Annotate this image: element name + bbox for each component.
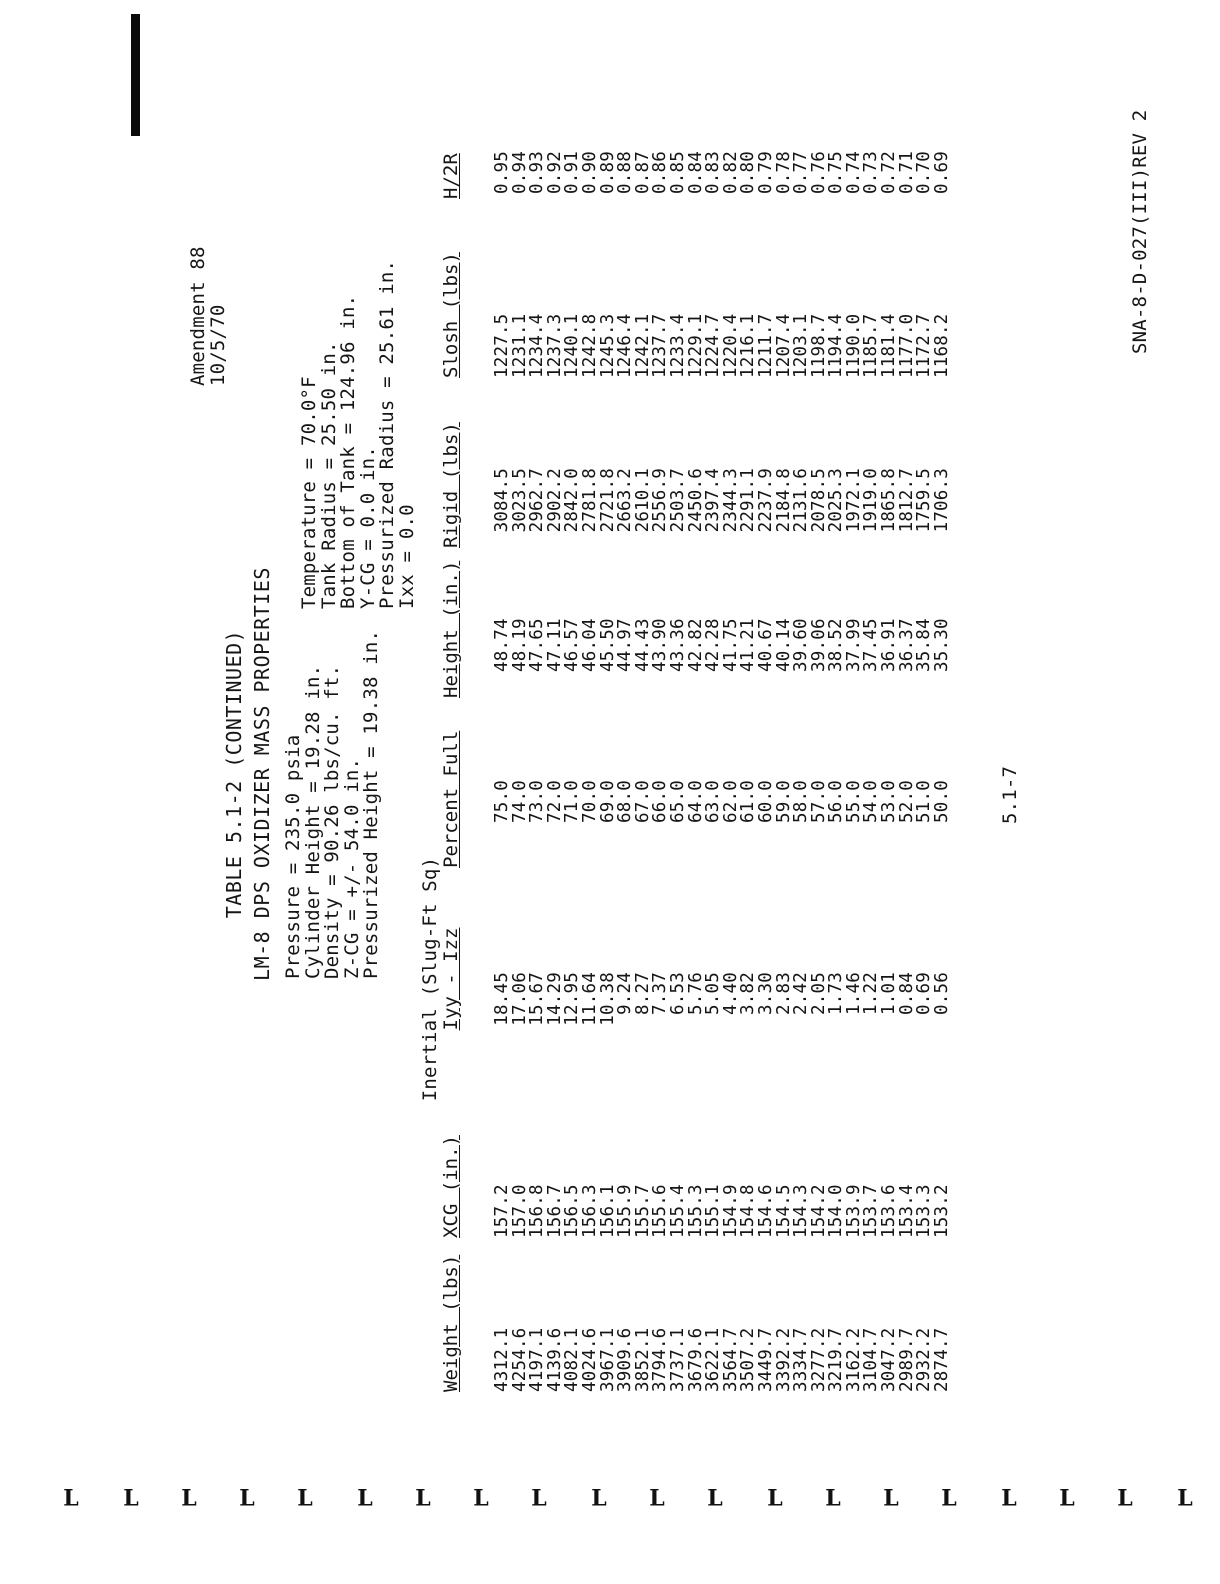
cell-weight: 3852.1 [632, 1327, 653, 1392]
cell-slosh: 1194.4 [826, 313, 847, 378]
cell-height: 36.37 [896, 618, 917, 672]
cell-weight: 3794.6 [650, 1327, 671, 1392]
cell-xcg: 156.8 [527, 1184, 548, 1238]
cell-slosh: 1242.1 [632, 313, 653, 378]
cell-xcg: 156.1 [597, 1184, 618, 1238]
cell-iyy-izz: 0.69 [914, 972, 935, 1015]
cell-xcg: 154.0 [826, 1184, 847, 1238]
cell-percent-full: 62.0 [720, 780, 741, 823]
cell-slosh: 1229.1 [685, 313, 706, 378]
cell-slosh: 1233.4 [667, 313, 688, 378]
cell-height: 43.36 [667, 618, 688, 672]
cell-height: 42.82 [685, 618, 706, 672]
cell-height: 46.04 [579, 618, 600, 672]
cell-h2r: 0.86 [650, 151, 671, 194]
change-bar [131, 14, 140, 136]
scan-mark: L [883, 1485, 899, 1512]
cell-percent-full: 68.0 [615, 780, 636, 823]
cell-height: 40.67 [755, 618, 776, 672]
amendment-date: 10/5/70 [207, 304, 229, 386]
cell-h2r: 0.87 [632, 151, 653, 194]
cell-rigid: 2184.8 [773, 468, 794, 533]
param-temperature: Temperature = 70.0°F [298, 376, 320, 609]
cell-iyy-izz: 1.22 [861, 972, 882, 1015]
cell-xcg: 155.4 [667, 1184, 688, 1238]
cell-slosh: 1172.7 [914, 313, 935, 378]
cell-rigid: 2078.5 [808, 468, 829, 533]
header-h2r: H/2R [440, 153, 462, 199]
param-y-cg: Y-CG = 0.0 in. [356, 446, 379, 609]
cell-slosh: 1234.4 [527, 313, 548, 378]
cell-xcg: 156.3 [579, 1184, 600, 1238]
cell-slosh: 1220.4 [720, 313, 741, 378]
cell-percent-full: 65.0 [667, 780, 688, 823]
cell-weight: 3219.7 [826, 1327, 847, 1392]
cell-height: 48.74 [492, 618, 512, 672]
cell-rigid: 1759.5 [914, 468, 935, 533]
cell-percent-full: 60.0 [755, 780, 776, 823]
cell-rigid: 2344.3 [720, 468, 741, 533]
cell-iyy-izz: 12.95 [562, 972, 583, 1026]
scan-mark: L [63, 1485, 79, 1512]
cell-h2r: 0.77 [791, 151, 812, 194]
cell-slosh: 1246.4 [615, 313, 636, 378]
cell-h2r: 0.84 [685, 151, 706, 194]
cell-rigid: 2237.9 [755, 468, 776, 533]
cell-rigid: 2556.9 [650, 468, 671, 533]
cell-rigid: 2610.1 [632, 468, 653, 533]
cell-percent-full: 72.0 [544, 780, 565, 823]
cell-iyy-izz: 3.30 [755, 972, 776, 1015]
cell-slosh: 1237.3 [544, 313, 565, 378]
cell-h2r: 0.94 [509, 151, 530, 194]
scan-mark: L [123, 1485, 139, 1512]
cell-height: 39.06 [808, 618, 829, 672]
cell-rigid: 1972.1 [843, 468, 864, 533]
cell-h2r: 0.95 [492, 151, 512, 194]
cell-xcg: 157.2 [492, 1184, 512, 1238]
cell-slosh: 1177.0 [896, 313, 917, 378]
cell-h2r: 0.76 [808, 151, 829, 194]
cell-h2r: 0.89 [597, 151, 618, 194]
scan-mark: L [649, 1485, 665, 1512]
cell-weight: 3277.2 [808, 1327, 829, 1392]
cell-height: 37.45 [861, 618, 882, 672]
page-number: 5.1-7 [999, 765, 1021, 824]
cell-weight: 3104.7 [861, 1327, 882, 1392]
cell-xcg: 155.1 [703, 1184, 724, 1238]
cell-h2r: 0.79 [755, 151, 776, 194]
cell-weight: 4139.6 [544, 1327, 565, 1392]
cell-slosh: 1227.5 [492, 313, 512, 378]
cell-xcg: 153.3 [914, 1184, 935, 1238]
cell-h2r: 0.82 [720, 151, 741, 194]
param-z-cg: Z-CG = +/- 54.0 in. [340, 757, 363, 979]
column-xcg [494, 1184, 951, 1238]
scan-mark: L [415, 1485, 431, 1512]
cell-xcg: 153.7 [861, 1184, 882, 1238]
cell-xcg: 154.2 [808, 1184, 829, 1238]
cell-height: 43.90 [650, 618, 671, 672]
cell-slosh: 1203.1 [791, 313, 812, 378]
cell-percent-full: 64.0 [685, 780, 706, 823]
cell-iyy-izz: 5.76 [685, 972, 706, 1015]
cell-xcg: 155.6 [650, 1184, 671, 1238]
cell-height: 40.14 [773, 618, 794, 672]
cell-height: 35.84 [914, 618, 935, 672]
cell-weight: 3564.7 [720, 1327, 741, 1392]
cell-iyy-izz: 8.27 [632, 972, 653, 1015]
cell-rigid: 2842.0 [562, 468, 583, 533]
cell-h2r: 0.88 [615, 151, 636, 194]
cell-height: 42.28 [703, 618, 724, 672]
cell-percent-full: 51.0 [914, 780, 935, 823]
column-h2r [494, 151, 951, 194]
cell-percent-full: 53.0 [879, 780, 900, 823]
header-slosh: Slosh (lbs) [440, 252, 462, 378]
cell-percent-full: 50.0 [931, 780, 952, 823]
cell-percent-full: 75.0 [492, 780, 512, 823]
cell-xcg: 153.4 [896, 1184, 917, 1238]
cell-xcg: 156.7 [544, 1184, 565, 1238]
cell-height: 35.30 [931, 618, 952, 672]
cell-h2r: 0.72 [879, 151, 900, 194]
cell-rigid: 2397.4 [703, 468, 724, 533]
header-height: Height (in.) [440, 560, 462, 698]
cell-xcg: 155.9 [615, 1184, 636, 1238]
scan-mark: L [707, 1485, 723, 1512]
cell-percent-full: 63.0 [703, 780, 724, 823]
cell-weight: 3909.6 [615, 1327, 636, 1392]
document-id: SNA-8-D-027(III)REV 2 [1129, 109, 1151, 354]
cell-rigid: 2450.6 [685, 468, 706, 533]
cell-iyy-izz: 4.40 [720, 972, 741, 1015]
cell-weight: 3334.7 [791, 1327, 812, 1392]
scan-mark: L [825, 1485, 841, 1512]
cell-rigid: 2962.7 [527, 468, 548, 533]
cell-percent-full: 73.0 [527, 780, 548, 823]
cell-iyy-izz: 17.06 [509, 972, 530, 1026]
cell-slosh: 1216.1 [738, 313, 759, 378]
cell-iyy-izz: 18.45 [492, 972, 512, 1026]
column-iyy-izz [494, 972, 951, 1044]
cell-rigid: 2721.8 [597, 468, 618, 533]
cell-rigid: 1865.8 [879, 468, 900, 533]
cell-rigid: 3023.5 [509, 468, 530, 533]
cell-rigid: 2663.2 [615, 468, 636, 533]
param-tank-radius: Tank Radius = 25.50 in. [317, 341, 340, 609]
cell-h2r: 0.93 [527, 151, 548, 194]
cell-percent-full: 56.0 [826, 780, 847, 823]
cell-percent-full: 67.0 [632, 780, 653, 823]
cell-slosh: 1185.7 [861, 313, 882, 378]
cell-h2r: 0.91 [562, 151, 583, 194]
cell-h2r: 0.69 [931, 151, 952, 194]
header-iyy-izz: Iyy - Izz [440, 927, 462, 1031]
cell-iyy-izz: 0.56 [931, 972, 952, 1015]
cell-rigid: 2781.8 [579, 468, 600, 533]
header-weight: Weight (lbs) [440, 1254, 462, 1392]
cell-weight: 2874.7 [931, 1327, 952, 1392]
cell-weight: 4024.6 [579, 1327, 600, 1392]
scan-mark: L [1059, 1485, 1075, 1512]
cell-xcg: 155.3 [685, 1184, 706, 1238]
scan-mark: L [473, 1485, 489, 1512]
cell-rigid: 1706.3 [931, 468, 952, 533]
cell-weight: 2932.2 [914, 1327, 935, 1392]
cell-rigid: 1812.7 [896, 468, 917, 533]
cell-slosh: 1224.7 [703, 313, 724, 378]
param-bottom-of-tank: Bottom of Tank = 124.96 in. [337, 294, 359, 609]
cell-iyy-izz: 1.01 [879, 972, 900, 1015]
cell-height: 47.11 [544, 618, 565, 672]
cell-percent-full: 58.0 [791, 780, 812, 823]
scan-mark: L [531, 1485, 547, 1512]
cell-iyy-izz: 1.73 [826, 972, 847, 1015]
cell-percent-full: 59.0 [773, 780, 794, 823]
cell-h2r: 0.78 [773, 151, 794, 194]
cell-rigid: 3084.5 [492, 468, 512, 533]
cell-height: 39.60 [791, 618, 812, 672]
table-title: TABLE 5.1-2 (CONTINUED) [222, 629, 246, 919]
cell-height: 46.57 [562, 618, 583, 672]
cell-percent-full: 74.0 [509, 780, 530, 823]
cell-slosh: 1245.3 [597, 313, 618, 378]
cell-weight: 3967.1 [597, 1327, 618, 1392]
cell-iyy-izz: 9.24 [615, 972, 636, 1015]
params-left [284, 630, 382, 979]
cell-percent-full: 54.0 [861, 780, 882, 823]
cell-rigid: 2902.2 [544, 468, 565, 533]
cell-weight: 3737.1 [667, 1327, 688, 1392]
cell-iyy-izz: 10.38 [597, 972, 618, 1026]
cell-weight: 3047.2 [879, 1327, 900, 1392]
cell-h2r: 0.92 [544, 151, 565, 194]
cell-weight: 2989.7 [896, 1327, 917, 1392]
cell-percent-full: 55.0 [843, 780, 864, 823]
cell-weight: 3507.2 [738, 1327, 759, 1392]
cell-iyy-izz: 2.83 [773, 972, 794, 1015]
cell-iyy-izz: 0.84 [896, 972, 917, 1015]
cell-height: 47.65 [527, 618, 548, 672]
param-pressurized-radius: Pressurized Radius = 25.61 in. [376, 259, 398, 609]
column-slosh [494, 314, 951, 378]
cell-height: 44.97 [615, 618, 636, 672]
cell-xcg: 155.7 [632, 1184, 653, 1238]
cell-height: 41.75 [720, 618, 741, 672]
cell-weight: 3162.2 [843, 1327, 864, 1392]
scan-mark: L [591, 1485, 607, 1512]
column-percent-full [494, 780, 951, 823]
cell-height: 48.19 [509, 618, 530, 672]
inertial-header: Inertial (Slug-Ft Sq) [419, 856, 441, 1102]
param-pressurized-height: Pressurized Height = 19.38 in. [360, 629, 382, 979]
cell-slosh: 1190.0 [843, 313, 864, 378]
cell-percent-full: 66.0 [650, 780, 671, 823]
cell-xcg: 153.2 [931, 1184, 952, 1238]
params-right [300, 260, 417, 609]
scan-mark: L [357, 1485, 373, 1512]
cell-rigid: 2291.1 [738, 468, 759, 533]
scan-mark: L [1001, 1485, 1017, 1512]
column-weight [494, 1328, 951, 1392]
cell-xcg: 157.0 [509, 1184, 530, 1238]
cell-h2r: 0.80 [738, 151, 759, 194]
column-rigid [494, 468, 951, 548]
cell-h2r: 0.75 [826, 151, 847, 194]
scan-mark: L [767, 1485, 783, 1512]
cell-xcg: 154.9 [720, 1184, 741, 1238]
cell-h2r: 0.74 [843, 151, 864, 194]
cell-percent-full: 70.0 [579, 780, 600, 823]
cell-height: 41.21 [738, 618, 759, 672]
header-xcg: XCG (in.) [440, 1135, 462, 1238]
header-rigid: Rigid (lbs) [440, 422, 462, 548]
cell-h2r: 0.71 [896, 151, 917, 194]
cell-rigid: 2131.6 [791, 468, 812, 533]
cell-h2r: 0.85 [667, 151, 688, 194]
cell-weight: 4082.1 [562, 1327, 583, 1392]
cell-xcg: 156.5 [562, 1184, 583, 1238]
cell-slosh: 1211.7 [755, 313, 776, 378]
cell-xcg: 153.9 [843, 1184, 864, 1238]
scan-mark: L [297, 1485, 313, 1512]
cell-weight: 3392.2 [773, 1327, 794, 1392]
cell-percent-full: 52.0 [896, 780, 917, 823]
cell-iyy-izz: 2.05 [808, 972, 829, 1015]
cell-height: 36.91 [879, 618, 900, 672]
scan-mark: L [941, 1485, 957, 1512]
cell-iyy-izz: 14.29 [544, 972, 565, 1026]
cell-weight: 3622.1 [703, 1327, 724, 1392]
cell-weight: 4254.6 [509, 1327, 530, 1392]
cell-h2r: 0.90 [579, 151, 600, 194]
cell-slosh: 1181.4 [879, 313, 900, 378]
cell-percent-full: 69.0 [597, 780, 618, 823]
cell-height: 44.43 [632, 618, 653, 672]
cell-percent-full: 61.0 [738, 780, 759, 823]
scan-mark: L [239, 1485, 255, 1512]
cell-h2r: 0.83 [703, 151, 724, 194]
cell-iyy-izz: 11.64 [579, 972, 600, 1026]
cell-rigid: 2503.7 [667, 468, 688, 533]
cell-weight: 3449.7 [755, 1327, 776, 1392]
cell-h2r: 0.70 [914, 151, 935, 194]
cell-percent-full: 57.0 [808, 780, 829, 823]
cell-iyy-izz: 6.53 [667, 972, 688, 1015]
cell-xcg: 154.3 [791, 1184, 812, 1238]
param-ixx: Ixx = 0.0 [395, 504, 418, 609]
cell-slosh: 1237.7 [650, 313, 671, 378]
header-percent-full: Percent Full [440, 730, 462, 868]
cell-xcg: 154.8 [738, 1184, 759, 1238]
cell-slosh: 1242.8 [579, 313, 600, 378]
cell-xcg: 154.5 [773, 1184, 794, 1238]
cell-iyy-izz: 2.42 [791, 972, 812, 1015]
cell-xcg: 153.6 [879, 1184, 900, 1238]
cell-iyy-izz: 5.05 [703, 972, 724, 1015]
cell-slosh: 1168.2 [931, 313, 952, 378]
cell-height: 37.99 [843, 618, 864, 672]
cell-slosh: 1231.1 [509, 313, 530, 378]
amendment-label: Amendment 88 [187, 246, 209, 386]
scan-mark: L [1177, 1485, 1193, 1512]
scan-mark: L [1117, 1485, 1133, 1512]
scan-mark: L [181, 1485, 197, 1512]
cell-iyy-izz: 3.82 [738, 972, 759, 1015]
column-height [494, 618, 951, 672]
cell-slosh: 1240.1 [562, 313, 583, 378]
cell-weight: 3679.6 [685, 1327, 706, 1392]
cell-rigid: 1919.0 [861, 468, 882, 533]
cell-weight: 4197.1 [527, 1327, 548, 1392]
cell-height: 45.50 [597, 618, 618, 672]
cell-slosh: 1207.4 [773, 313, 794, 378]
cell-percent-full: 71.0 [562, 780, 583, 823]
cell-iyy-izz: 1.46 [843, 972, 864, 1015]
param-pressure: Pressure = 235.0 psia [282, 734, 304, 979]
cell-height: 38.52 [826, 618, 847, 672]
cell-weight: 4312.1 [492, 1327, 512, 1392]
param-density: Density = 90.26 lbs/cu. ft. [321, 664, 343, 979]
cell-iyy-izz: 7.37 [650, 972, 671, 1015]
cell-rigid: 2025.3 [826, 468, 847, 533]
cell-iyy-izz: 15.67 [527, 972, 548, 1026]
cell-slosh: 1198.7 [808, 313, 829, 378]
table-subtitle: LM-8 DPS OXIDIZER MASS PROPERTIES [250, 567, 274, 981]
param-cylinder-height: Cylinder Height = 19.28 in. [301, 664, 324, 979]
cell-xcg: 154.6 [755, 1184, 776, 1238]
cell-h2r: 0.73 [861, 151, 882, 194]
